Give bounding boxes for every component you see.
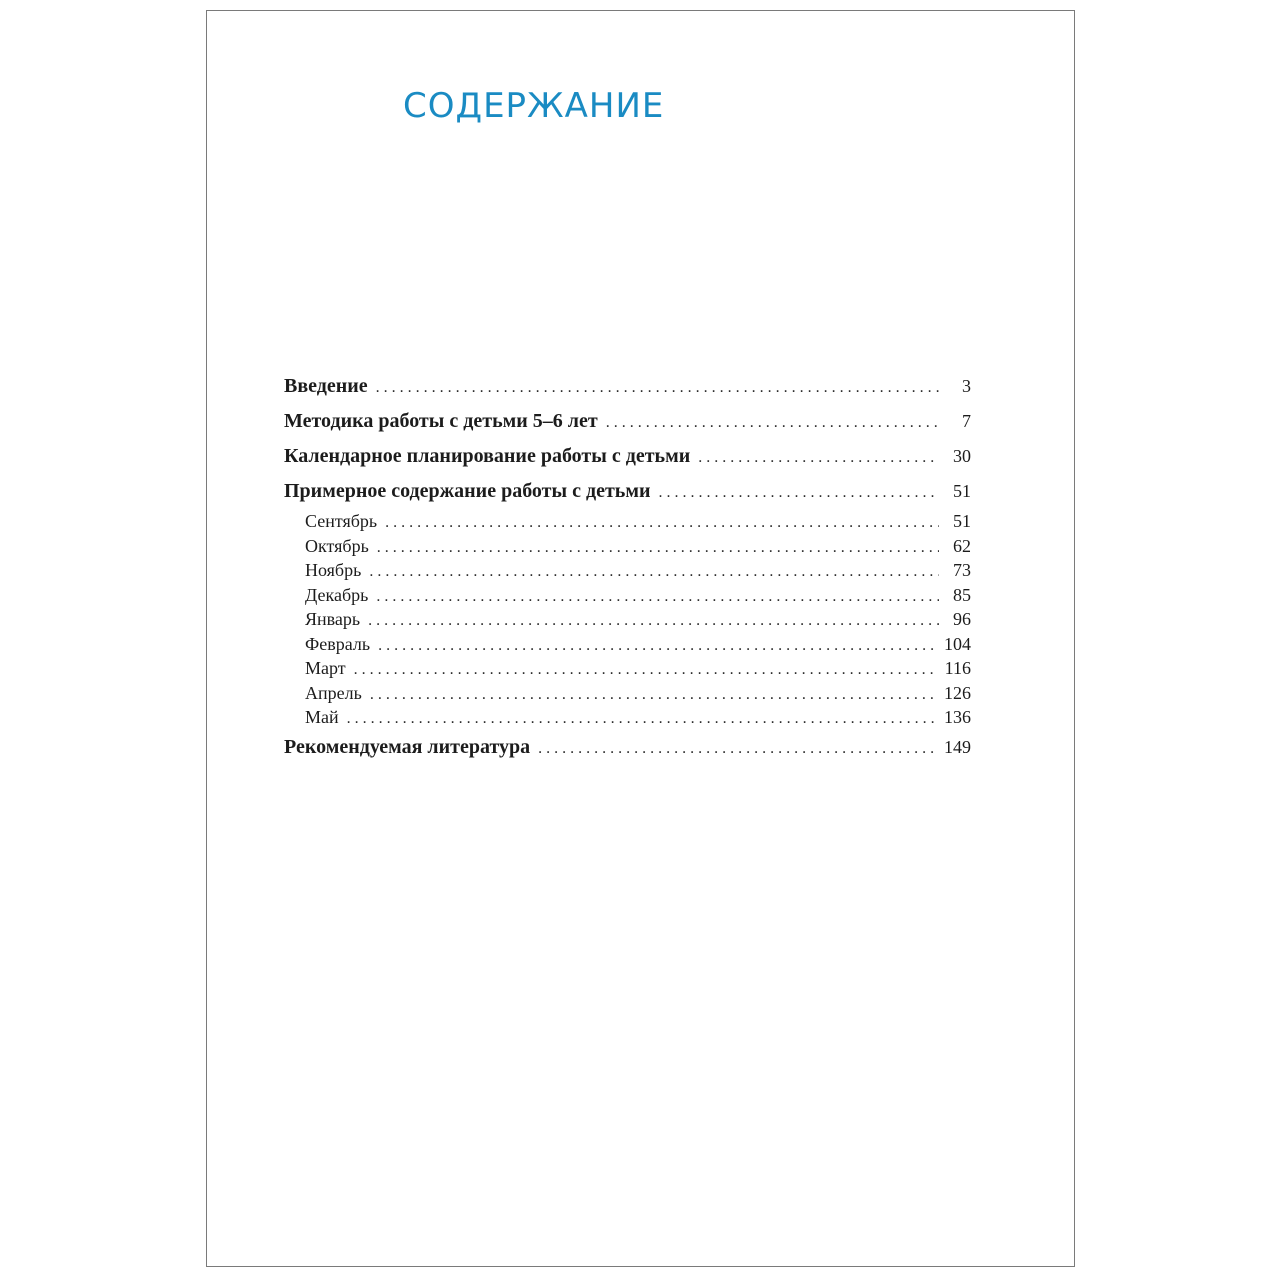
toc-entry-page: 126 [944, 682, 971, 703]
toc-entry-recommended-literature [284, 730, 971, 765]
toc-subentry-october [284, 534, 971, 559]
toc-entry-page: 149 [944, 736, 971, 757]
dot-leader [385, 511, 939, 536]
toc-subentry-december [284, 583, 971, 608]
toc-entry-page: 96 [953, 609, 971, 629]
toc-entry-page: 51 [953, 481, 971, 501]
toc-entry-page: 7 [962, 411, 971, 431]
toc-entry-title: Календарное планирование работы с детьми [284, 445, 691, 467]
dot-leader [698, 440, 939, 475]
toc-entry-sample-content [284, 474, 971, 509]
toc-subentry-september [284, 509, 971, 534]
dot-leader [369, 560, 939, 585]
dot-leader [354, 658, 937, 683]
toc-entry-title: Примерное содержание работы с детьми [284, 480, 651, 502]
toc-entry-title: Ноябрь [305, 560, 362, 580]
dot-leader [659, 475, 939, 510]
toc-entry-page: 136 [944, 707, 971, 727]
toc-entry-title: Март [305, 658, 346, 678]
dot-leader [376, 585, 939, 610]
toc-entry-page: 51 [953, 511, 971, 531]
toc-entry-introduction [284, 369, 971, 404]
toc-entry-methodology [284, 404, 971, 439]
toc-entry-calendar-planning [284, 439, 971, 474]
toc-subentry-march [284, 656, 971, 681]
page-title: СОДЕРЖАНИЕ [403, 86, 665, 126]
toc-entry-page: 85 [953, 584, 971, 605]
toc-entry-page: 62 [953, 535, 971, 556]
toc-subentry-january [284, 607, 971, 632]
toc-entry-title: Декабрь [305, 584, 369, 605]
toc-entry-title: Январь [305, 609, 361, 629]
dot-leader [538, 731, 936, 766]
toc-subentry-april [284, 681, 971, 706]
dot-leader [376, 370, 939, 405]
table-of-contents [284, 369, 971, 765]
toc-subentry-february [284, 632, 971, 657]
dot-leader [370, 683, 936, 708]
toc-subentry-may [284, 705, 971, 730]
toc-entry-title: Февраль [305, 633, 371, 654]
toc-entry-title: Сентябрь [305, 511, 378, 531]
document-page [206, 10, 1075, 1267]
toc-entry-page: 73 [953, 560, 971, 580]
dot-leader [606, 405, 939, 440]
toc-entry-title: Апрель [305, 682, 362, 703]
dot-leader [378, 634, 936, 659]
dot-leader [368, 609, 939, 634]
toc-entry-page: 30 [953, 446, 971, 466]
toc-entry-page: 104 [944, 633, 971, 654]
toc-entry-page: 3 [962, 376, 971, 396]
toc-entry-title: Рекомендуемая литература [284, 735, 531, 758]
toc-entry-title: Введение [284, 375, 368, 397]
toc-entry-title: Май [305, 707, 339, 727]
toc-subentry-november [284, 558, 971, 583]
dot-leader [347, 707, 936, 732]
toc-entry-title: Октябрь [305, 535, 369, 556]
toc-entry-page: 116 [944, 658, 971, 678]
toc-entry-title: Методика работы с детьми 5–6 лет [284, 410, 598, 432]
dot-leader [377, 536, 939, 561]
